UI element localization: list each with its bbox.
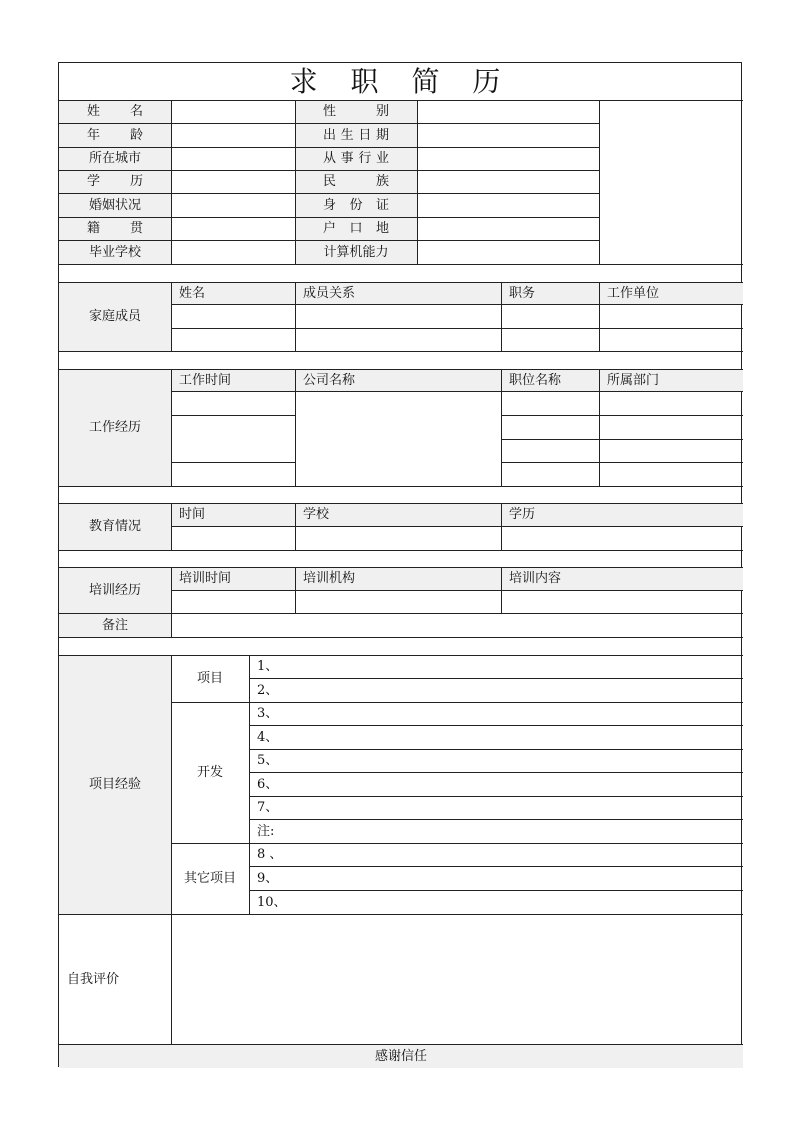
remarks-field[interactable]: [171, 613, 743, 637]
work-header: 职位名称: [509, 372, 562, 388]
resume-title: 求 职 简 历: [289, 64, 513, 98]
work-company-cell[interactable]: [295, 415, 501, 462]
work-header: 公司名称: [303, 372, 356, 388]
family-cell[interactable]: [599, 328, 743, 351]
resume-form: [58, 62, 742, 1067]
label-age: 年 龄: [87, 127, 143, 143]
field-birthdate[interactable]: [417, 123, 599, 147]
label-marital: 婚姻状况: [88, 197, 141, 213]
label-ethnicity: 民 族: [323, 174, 389, 189]
field-id_card[interactable]: [417, 193, 599, 217]
section-family: 家庭成员: [88, 309, 141, 324]
field-school[interactable]: [171, 240, 295, 264]
project-item[interactable]: 8 、: [257, 847, 283, 862]
label-id_card: 身 份 证: [323, 197, 389, 213]
field-marital[interactable]: [171, 193, 295, 217]
project-item[interactable]: 4、: [257, 729, 279, 745]
work-position-cell[interactable]: [501, 391, 599, 415]
training-cell[interactable]: [295, 590, 501, 613]
grid-line-horizontal: [59, 637, 743, 638]
field-name[interactable]: [171, 100, 295, 123]
field-native_place[interactable]: [171, 217, 295, 240]
training-cell[interactable]: [501, 590, 743, 613]
family-header: 成员关系: [303, 285, 356, 301]
education-cell[interactable]: [171, 526, 295, 550]
education-header: 时间: [179, 507, 206, 522]
family-cell[interactable]: [295, 304, 501, 328]
label-computer: 计算机能力: [323, 244, 389, 260]
field-industry[interactable]: [417, 147, 599, 170]
training-cell[interactable]: [171, 590, 295, 613]
work-company-cell[interactable]: [295, 391, 501, 415]
project-item[interactable]: 2、: [257, 682, 279, 698]
work-dept-cell[interactable]: [599, 439, 743, 462]
work-position-cell[interactable]: [501, 439, 599, 462]
grid-line-horizontal: [59, 486, 743, 487]
work-time-cell[interactable]: [171, 462, 295, 486]
project-item[interactable]: 注:: [257, 823, 275, 839]
work-dept-cell[interactable]: [599, 462, 743, 486]
label-city: 所在城市: [88, 151, 141, 166]
field-ethnicity[interactable]: [417, 170, 599, 193]
field-age[interactable]: [171, 123, 295, 147]
label-birthdate: 出 生 日 期: [323, 127, 389, 143]
family-cell[interactable]: [171, 328, 295, 351]
group-other: 其它项目: [183, 871, 236, 886]
work-time-cell[interactable]: [171, 391, 295, 415]
label-household: 户 口 地: [323, 221, 389, 236]
work-header: 工作时间: [179, 372, 232, 388]
family-header: 工作单位: [607, 285, 660, 301]
label-industry: 从 事 行 业: [323, 151, 389, 166]
label-gender: 性 别: [323, 104, 389, 119]
label-name: 姓 名: [87, 104, 143, 119]
education-header: 学校: [303, 507, 330, 522]
work-position-cell[interactable]: [501, 462, 599, 486]
project-item[interactable]: 1、: [257, 659, 279, 674]
label-school: 毕业学校: [88, 244, 141, 260]
group-project: 项目: [196, 671, 223, 686]
training-header: 培训机构: [303, 571, 356, 586]
training-header: 培训内容: [509, 571, 562, 586]
field-education[interactable]: [171, 170, 295, 193]
family-cell[interactable]: [295, 328, 501, 351]
work-time-cell[interactable]: [171, 415, 295, 462]
section-remarks: 备注: [101, 617, 128, 633]
project-item[interactable]: 3、: [257, 706, 279, 721]
education-cell[interactable]: [501, 526, 743, 550]
project-item[interactable]: 9、: [257, 870, 279, 886]
footer-thanks: 感谢信任: [374, 1048, 427, 1064]
section-projects: 项目经验: [88, 777, 141, 792]
self-eval-field[interactable]: [171, 914, 743, 1044]
project-item[interactable]: 10、: [257, 894, 287, 910]
grid-line-horizontal: [59, 351, 743, 352]
project-item[interactable]: 7、: [257, 800, 279, 815]
group-dev: 开发: [196, 765, 223, 780]
field-city[interactable]: [171, 147, 295, 170]
family-header: 姓名: [179, 285, 206, 301]
work-dept-cell[interactable]: [599, 415, 743, 439]
work-dept-cell[interactable]: [599, 391, 743, 415]
family-cell[interactable]: [501, 328, 599, 351]
field-household[interactable]: [417, 217, 599, 240]
work-company-cell[interactable]: [295, 462, 501, 486]
grid-line-horizontal: [59, 550, 743, 551]
family-cell[interactable]: [599, 304, 743, 328]
photo-box[interactable]: [599, 100, 743, 264]
education-cell[interactable]: [295, 526, 501, 550]
section-self-eval: 自我评价: [67, 971, 120, 987]
section-work: 工作经历: [88, 420, 141, 435]
work-header: 所属部门: [607, 372, 660, 388]
label-education: 学 历: [87, 174, 143, 189]
field-computer[interactable]: [417, 240, 599, 264]
family-cell[interactable]: [171, 304, 295, 328]
project-item[interactable]: 5、: [257, 753, 279, 768]
section-education: 教育情况: [88, 519, 141, 534]
work-position-cell[interactable]: [501, 415, 599, 439]
section-training: 培训经历: [88, 582, 141, 598]
education-header: 学历: [509, 507, 536, 522]
grid-line-horizontal: [59, 264, 743, 265]
label-native_place: 籍 贯: [87, 221, 143, 236]
family-header: 职务: [509, 285, 536, 301]
family-cell[interactable]: [501, 304, 599, 328]
project-item[interactable]: 6、: [257, 776, 279, 792]
training-header: 培训时间: [179, 571, 232, 586]
field-gender[interactable]: [417, 100, 599, 123]
